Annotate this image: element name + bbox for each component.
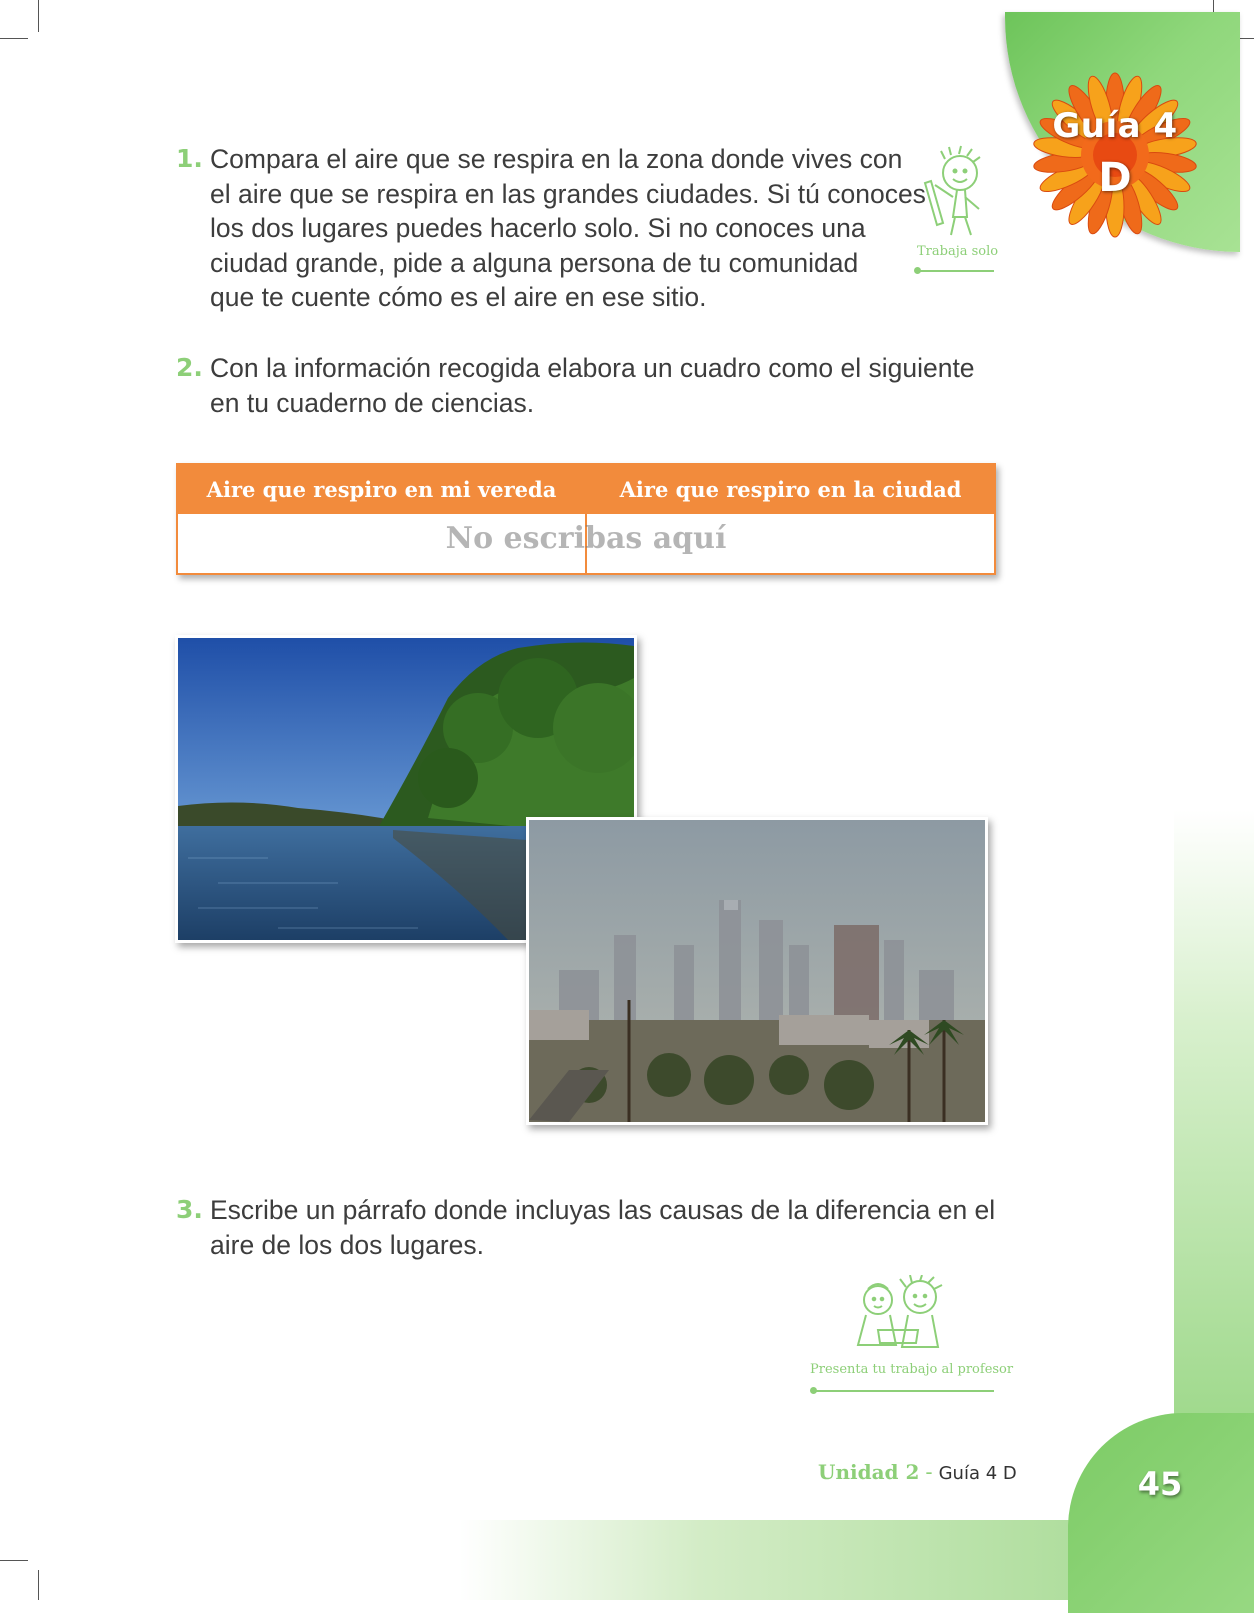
work-alone-label: Trabaja solo bbox=[917, 244, 999, 259]
question-line: en tu cuaderno de ciencias. bbox=[210, 387, 535, 418]
crop-mark bbox=[0, 1560, 28, 1561]
footer-unit: Unidad 2 bbox=[818, 1460, 920, 1484]
city-smog-photo bbox=[526, 817, 988, 1125]
table-header-village-air: Aire que respiro en mi vereda bbox=[206, 477, 557, 502]
side-gradient-strip bbox=[1174, 810, 1254, 1510]
footer-separator: - bbox=[925, 1460, 933, 1484]
crop-mark bbox=[0, 38, 28, 39]
question-line: Con la información recogida elabora un cuadro como el siguiente bbox=[210, 353, 975, 383]
question-line: aire de los dos lugares. bbox=[210, 1229, 484, 1260]
page-footer bbox=[818, 1460, 1017, 1484]
question-line: ciudad grande, pide a alguna persona de tu comunidad bbox=[210, 247, 859, 278]
page-number-tab bbox=[1068, 1413, 1254, 1613]
question-number: 1. bbox=[176, 144, 203, 173]
question-2 bbox=[176, 351, 975, 420]
comparison-table bbox=[176, 463, 996, 575]
page-number: 45 bbox=[1137, 1465, 1183, 1503]
footer-guide: Guía 4 D bbox=[938, 1463, 1017, 1484]
work-alone-icon bbox=[915, 145, 995, 240]
badge-letter: D bbox=[1098, 155, 1132, 201]
present-to-teacher-icon bbox=[848, 1275, 963, 1355]
question-number: 2. bbox=[176, 353, 203, 382]
work-line bbox=[918, 270, 994, 272]
work-line bbox=[814, 1390, 994, 1392]
question-line: el aire que se respira en las grandes ciudades. Si tú conoces bbox=[210, 178, 926, 209]
crop-mark bbox=[38, 1570, 39, 1600]
present-to-teacher-label: Presenta tu trabajo al profesor bbox=[810, 1362, 1014, 1377]
table-column-divider bbox=[585, 465, 587, 573]
question-1 bbox=[176, 142, 926, 315]
badge-guide-label: Guía 4 bbox=[1052, 106, 1178, 146]
question-line: los dos lugares puedes hacerlo solo. Si no conoces una bbox=[210, 213, 866, 243]
question-line: que te cuente cómo es el aire en ese sitio. bbox=[210, 282, 707, 312]
question-3 bbox=[176, 1193, 995, 1262]
question-line: Escribe un párrafo donde incluyas las causas de la diferencia en el bbox=[210, 1195, 996, 1225]
question-line: Compara el aire que se respira en la zona donde vives con bbox=[210, 144, 903, 174]
crop-mark bbox=[38, 0, 39, 32]
table-header-city-air: Aire que respiro en la ciudad bbox=[619, 477, 962, 502]
guide-badge bbox=[1030, 70, 1200, 240]
question-number: 3. bbox=[176, 1195, 203, 1224]
no-write-watermark: No escribas aquí bbox=[445, 521, 727, 556]
